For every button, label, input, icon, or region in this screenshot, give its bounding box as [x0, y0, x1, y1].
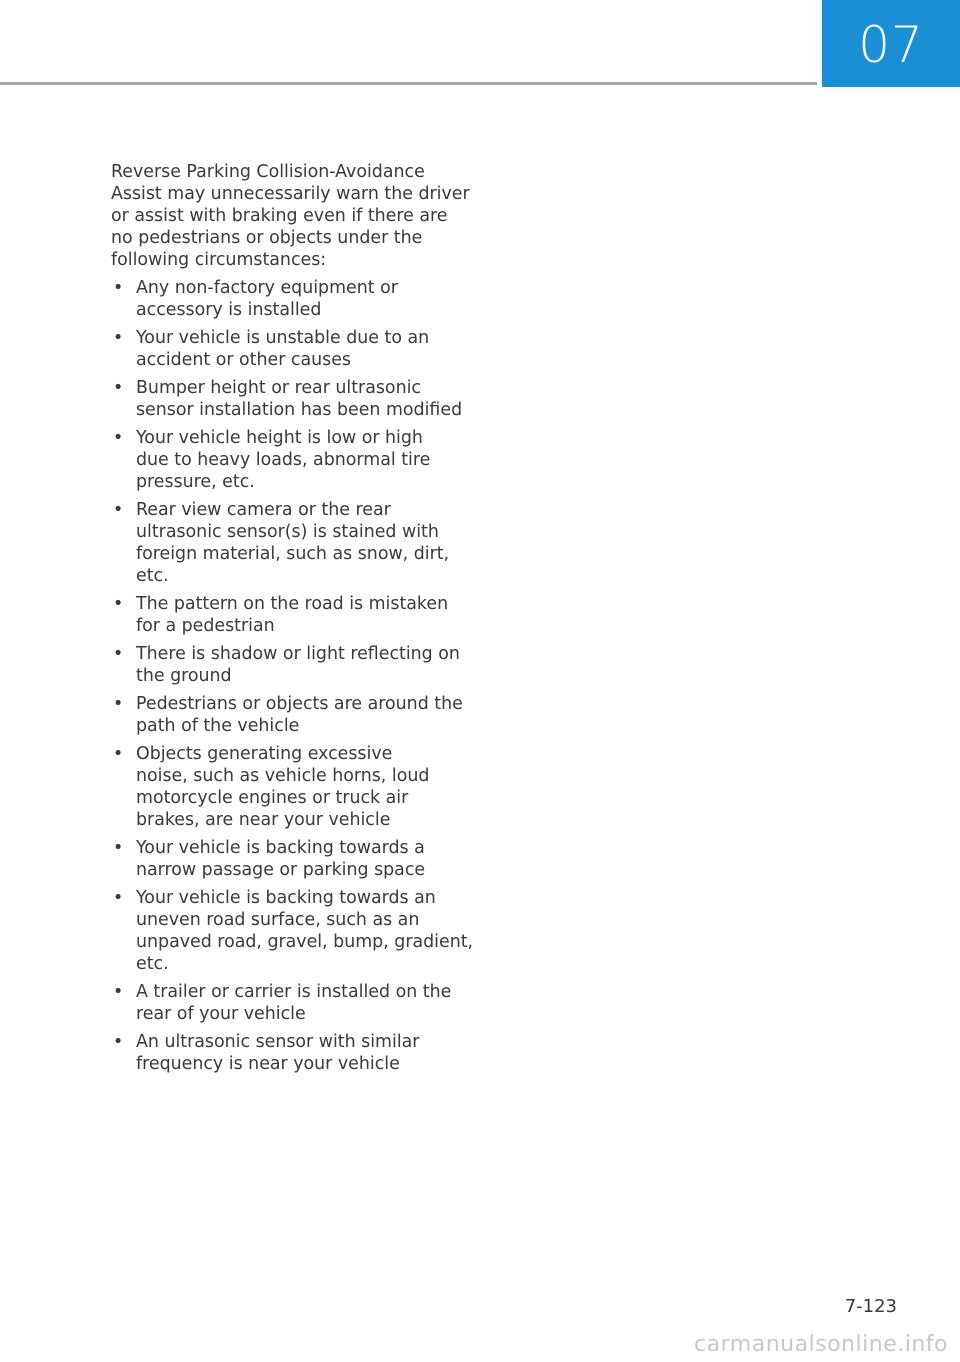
list-item: [111, 981, 496, 1025]
list-item-text: Your vehicle is unstable due to an accident or other causes: [136, 328, 430, 370]
header-rule: [0, 82, 817, 85]
list-item: [111, 427, 496, 493]
list-item-text: Bumper height or rear ultrasonic sensor installation has been modified: [136, 378, 463, 420]
list-item: [111, 887, 496, 975]
bullet-icon: •: [113, 328, 124, 348]
bullet-icon: •: [113, 278, 124, 298]
list-item-text: Your vehicle is backing towards a narrow passage or parking space: [136, 838, 426, 880]
list-item: [111, 377, 496, 421]
list-item-text: Your vehicle height is low or high due to heavy loads, abnormal tire pressure, etc.: [136, 428, 431, 492]
list-item: [111, 327, 496, 371]
bullet-icon: •: [113, 744, 124, 764]
bullet-icon: •: [113, 1032, 124, 1052]
list-item: [111, 1031, 496, 1075]
bullet-icon: •: [113, 594, 124, 614]
bullet-icon: •: [113, 644, 124, 664]
list-item-text: A trailer or carrier is installed on the rear of your vehicle: [136, 982, 452, 1024]
list-item: [111, 693, 496, 737]
list-item: [111, 277, 496, 321]
bullet-icon: •: [113, 982, 124, 1002]
list-item-text: Pedestrians or objects are around the path of the vehicle: [136, 694, 463, 736]
list-item: [111, 593, 496, 637]
list-item: [111, 499, 496, 587]
bullet-icon: •: [113, 428, 124, 448]
list-item-text: An ultrasonic sensor with similar frequency is near your vehicle: [136, 1032, 420, 1074]
chapter-tab: [822, 0, 960, 87]
list-item-text: The pattern on the road is mistaken for a pedestrian: [136, 594, 449, 636]
list-item: [111, 837, 496, 881]
bullet-icon: •: [113, 838, 124, 858]
list-item-text: Objects generating excessive noise, such as vehicle horns, loud motorcycle engines or truck air brakes, are near your vehicle: [136, 744, 430, 830]
page-number: 7-123: [844, 1296, 897, 1317]
bullet-icon: •: [113, 378, 124, 398]
list-item-text: Rear view camera or the rear ultrasonic sensor(s) is stained with foreign material, such as snow, dirt, etc.: [136, 500, 450, 586]
bullet-icon: •: [113, 500, 124, 520]
chapter-number: 07: [858, 15, 924, 74]
watermark: carmanualsonline.info: [694, 1332, 948, 1357]
bullet-icon: •: [113, 888, 124, 908]
bullet-icon: •: [113, 694, 124, 714]
list-item: [111, 743, 496, 831]
intro-paragraph: Reverse Parking Collision-Avoidance Assist may unnecessarily warn the driver or assist with braking even if there are no pedestrians or objects under the following circumstances:: [111, 162, 470, 270]
circumstance-list: [111, 277, 496, 1075]
list-item: [111, 643, 496, 687]
list-item-text: Any non-factory equipment or accessory is installed: [136, 278, 398, 320]
list-item-text: There is shadow or light reflecting on the ground: [136, 644, 460, 686]
list-item-text: Your vehicle is backing towards an uneven road surface, such as an unpaved road, gravel, bump, gradient, etc.: [136, 888, 474, 974]
main-content: [111, 161, 496, 1081]
